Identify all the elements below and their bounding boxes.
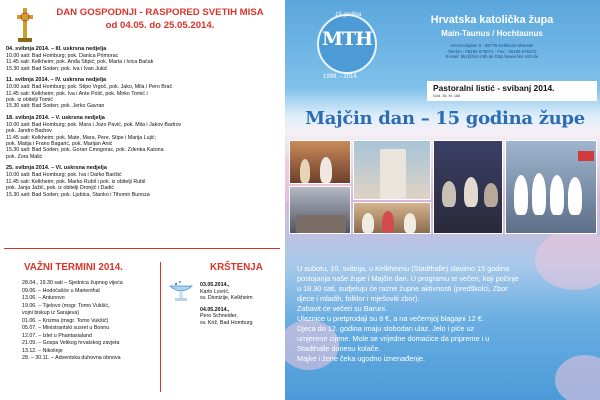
week-block — [6, 165, 280, 198]
important-dates-title: VAŽNI TERMINI 2014. — [24, 262, 123, 273]
article-line: Ulaznice u pretprodaji su 8 €, a na večernjoj blagajni 12 €. — [297, 314, 484, 323]
schedule-title-line2: od 04.05. do 25.05.2014. — [105, 20, 215, 31]
schedule-title-line1: DAN GOSPODNJI - RASPORED SVETIH MISA — [56, 7, 264, 18]
date-item: 05.07. – Ministrantski susret u Bonnu — [22, 325, 110, 331]
mass-line: 10.00 sati: Bad Homburg; pok. Mara i Jozo Pavić, pok. Mila i Jakov Badrov — [6, 121, 182, 128]
week-heading: 04. svibnja 2014. – III. uskrsna nedjelja — [6, 46, 107, 52]
column-divider — [160, 262, 161, 392]
parish-logo — [313, 8, 383, 78]
mass-line: 10.00 sati: Bad Homburg; pok. Iva i Darko Barišić — [6, 172, 122, 179]
baptismal-font-icon — [168, 280, 194, 302]
bulletin-title: Pastoralni listić - svibanj 2014. — [433, 83, 555, 93]
mass-line: 11.45 sati: Kelkheim; pok. Iva i Ante Polić, pok. Mirko Tomić i — [6, 90, 148, 97]
photo-celebration — [289, 140, 351, 184]
mass-line: 15.30 sati: Bad Soden; pok. Jerko Gavran — [6, 103, 105, 110]
parish-web[interactable]: E-Mail: hkz@hkz-mth.de http://www.hkz-mth.de — [445, 54, 539, 60]
baptisms-title: KRŠTENJA — [210, 262, 263, 273]
logo-years: 1999. - 2014. — [323, 74, 359, 80]
mass-line: 10.00 sati: Bad Homburg; pok. Stipo Vrgoč, pok. Jako, Mila i Pero Brač — [6, 84, 173, 91]
article-line: Majke i žene čeka ugodno iznenađenje. — [297, 354, 425, 363]
date-item: 28.04., 19.30 sati – Sjednica župnog vijeća — [22, 280, 123, 286]
mass-line: pok. Janja Jažić, pok. iz obitelji Dronjić i Dadić — [6, 185, 115, 192]
mass-line: 11.45 sati: Kelkheim; pok. Mate, Mara, Pere, Stipe i Marija Lujić; — [6, 134, 157, 141]
date-item: 09.06. – Hodočašće u Marienthal — [22, 287, 100, 294]
schedule-title — [40, 6, 280, 32]
week-heading: 25. svibnja 2014. – VI. uskrsna nedjelja — [6, 165, 107, 172]
date-item: 21.09. – Gospa Velikog hrvatskog zavjeta — [22, 340, 120, 346]
week-heading: 11. svibnja 2014. – IV. uskrsna nedjelja — [6, 77, 107, 84]
logo-text: MTH — [321, 28, 373, 50]
right-page — [285, 0, 600, 400]
mass-line: pok. iz obitelji Tomić — [6, 97, 54, 104]
baptisms-list — [200, 282, 284, 332]
parish-phone: Telefon : 06195 976071 - Fax : 06195 976072 — [447, 48, 537, 54]
parish-region: Main-Taunus / Hochtaunus — [441, 29, 543, 38]
mass-line: 15.30 sati: Bad Soden; pok. Goran Cmogorac, pok. Zdenka Katona — [6, 147, 164, 154]
parish-name: Hrvatska katolička župa — [430, 14, 554, 26]
photo-choir — [505, 140, 597, 234]
article-line: Djeca do 12. godina imaju slobodan ulaz. Jelo i piće uz — [297, 324, 475, 333]
baptism-entry — [200, 307, 284, 327]
baptism-place: sv. Križ, Bad Homburg — [200, 319, 253, 326]
baptism-name: Pero Schneider, — [200, 313, 238, 320]
mass-line: 15.30 sati: Bad Soden; pok. Ljubica, Stanko i Tihomir Bunoza — [6, 191, 150, 198]
photo-hall — [289, 186, 351, 234]
important-dates-list — [22, 280, 157, 363]
article-line: u 18.30 sati, sudjeluju će razne župne aktivnosti (predškolci, Zbor — [297, 284, 508, 293]
mass-line: pok. Jandro Badrov — [6, 128, 52, 135]
logo-anniversary: 15 godina — [335, 12, 362, 18]
mass-schedule — [6, 46, 280, 203]
baptism-entry — [200, 282, 284, 302]
date-item: 12.07. – Izlet u Phantasialand — [22, 332, 92, 339]
left-page — [0, 0, 285, 400]
article-line: postojanja naše župe i Majčin dan. U programu te večeri, koji počinje — [297, 274, 519, 283]
baptism-date: 03.05.2014., — [200, 282, 230, 288]
mass-line: pok. Zora Malić — [6, 153, 43, 160]
article-body — [297, 264, 593, 364]
photo-audience — [433, 140, 503, 234]
week-block — [6, 46, 280, 72]
article-line: U subotu, 10. svibnja, u Kelkheimu (Stadthalle) slavimo 15 godina — [297, 264, 510, 273]
date-item: 13.06. – Antunovo — [22, 295, 65, 301]
mass-line: pok. Matija i Frano Bagarić, pok. Marijan Anić — [6, 141, 113, 148]
cross-icon — [14, 6, 36, 44]
mass-line: 10.00 sati: Bad Homburg; pok. Danica Primorac — [6, 53, 119, 59]
mass-line: 15.30 sati: Bad Soden; pok. Iva i Ivan Jukić — [6, 65, 108, 72]
date-item: 01.06. – Krizma (msgr. Tomo Vukšić) — [22, 317, 109, 324]
parish-contact — [387, 43, 597, 60]
week-heading: 18. svibnja 2014. – V. uskrsna nedjelja — [6, 114, 105, 121]
date-item: vojni biskup iz Sarajeva) — [22, 310, 80, 316]
baptism-name: Karlo Lovrić, — [200, 288, 230, 295]
baptism-place: sv. Dionizije, Kelkheim — [200, 295, 253, 302]
article-line: djece i mladih, folklor i mješoviti zbor). — [297, 294, 420, 303]
bulletin-issue: God. 16. br. 165 — [433, 94, 461, 98]
article-line: umjerene cijene. Mole se vrijedne domaćice da pripreme i u — [297, 334, 490, 343]
week-block — [6, 77, 280, 110]
baptism-date: 04.05.2014., — [200, 306, 230, 313]
article-line: Stadthalle donesu kolače. — [297, 344, 381, 353]
parish-address: Am Kochplatz 8 - 65779 Kelkheim-Münster — [450, 43, 534, 48]
section-divider — [4, 248, 280, 249]
mass-line: 11.45 sati: Kelkheim; pok. Anđa Stipić; pok. Marta i Ivica Bačak — [6, 59, 154, 66]
date-item: 19.06. – Tijelovo (msgr. Tomo Vukšić, — [22, 302, 110, 309]
week-block — [6, 115, 280, 160]
date-item: 13.12. – Nikolinje — [22, 347, 63, 354]
article-line: Zabavit će večeri su Baruni. — [297, 304, 387, 313]
photo-collage — [289, 138, 599, 236]
mass-line: 11.45 sati: Kelkheim; pok. Marko Rubil i pok. iz obitelji Rubil — [6, 178, 146, 185]
headline: Majčin dan – 15 godina župe — [305, 108, 585, 129]
photo-group — [353, 202, 431, 234]
date-item: 28. – 30.11. – Adventska duhovna obnova — [22, 355, 121, 361]
bulletin-box — [427, 81, 597, 101]
photo-church — [353, 140, 431, 200]
